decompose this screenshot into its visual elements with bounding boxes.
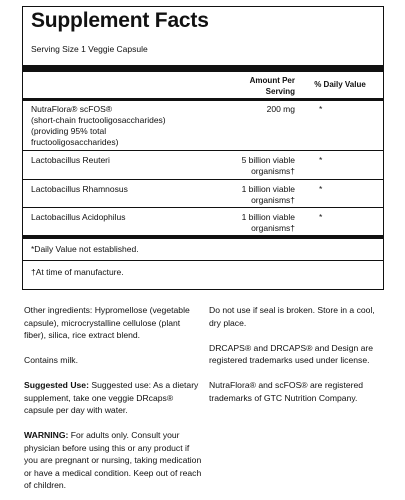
header-divider (23, 98, 383, 101)
contains-milk: Contains milk. (24, 355, 78, 365)
ingredient-amount-rhamnosus: 1 billion viable organisms† (241, 184, 295, 205)
row-divider (23, 207, 383, 208)
manufacture-footnote: †At time of manufacture. (31, 267, 124, 277)
right-info-column (209, 304, 387, 417)
ingredient-amount-reuteri: 5 billion viable organisms† (241, 155, 295, 176)
ingredient-dv-rhamnosus: * (319, 184, 323, 194)
nutraflora-trademark: NutraFlora® and scFOS® are registered trademarks of GTC Nutrition Company. (209, 380, 364, 403)
supplement-facts-panel (22, 6, 384, 290)
amount-per-serving-header: Amount Per Serving (249, 76, 295, 96)
ingredient-dv-nutraflora: * (319, 104, 323, 114)
storage-note: Do not use if seal is broken. Store in a cool, dry place. (209, 305, 375, 328)
serving-size: Serving Size 1 Veggie Capsule (31, 44, 148, 54)
table-bottom-divider (23, 235, 383, 239)
row-divider (23, 179, 383, 180)
footnote-divider (23, 260, 383, 261)
daily-value-header: % Daily Value (314, 80, 366, 89)
suggested-use: Suggested Use: Suggested use: As a dietary supplement, take one veggie DRcaps® capsule per day with water. (24, 380, 199, 415)
daily-value-footnote: *Daily Value not established. (31, 244, 139, 254)
ingredient-name-acidophilus: Lactobacillus Acidophilus (31, 212, 126, 222)
row-divider (23, 150, 383, 151)
drcaps-trademark: DRCAPS® and DRCAPS® and Design are registered trademarks used under license. (209, 342, 374, 365)
facts-title: Supplement Facts (31, 9, 209, 32)
left-info-column (24, 304, 202, 500)
warning: WARNING: For adults only. Consult your physician before using this or any product if you are pregnant or nursing, taking medication or have a medical condition. Keep out of reach of children. (24, 430, 202, 490)
thick-divider (23, 65, 383, 72)
ingredient-amount-nutraflora: 200 mg (266, 104, 295, 114)
other-ingredients: Other ingredients: Hypromellose (vegetable capsule), microcrystalline cellulose (plant fiber), silica, rice extract blend. (24, 305, 190, 340)
ingredient-name-reuteri: Lactobacillus Reuteri (31, 155, 110, 165)
ingredient-name-nutraflora: NutraFlora® scFOS® (short-chain fructooligosaccharides) (providing 95% total fructooligosaccharides) (31, 104, 166, 147)
ingredient-name-rhamnosus: Lactobacillus Rhamnosus (31, 184, 128, 194)
ingredient-dv-acidophilus: * (319, 212, 323, 222)
ingredient-dv-reuteri: * (319, 155, 323, 165)
ingredient-amount-acidophilus: 1 billion viable organisms† (241, 212, 295, 233)
